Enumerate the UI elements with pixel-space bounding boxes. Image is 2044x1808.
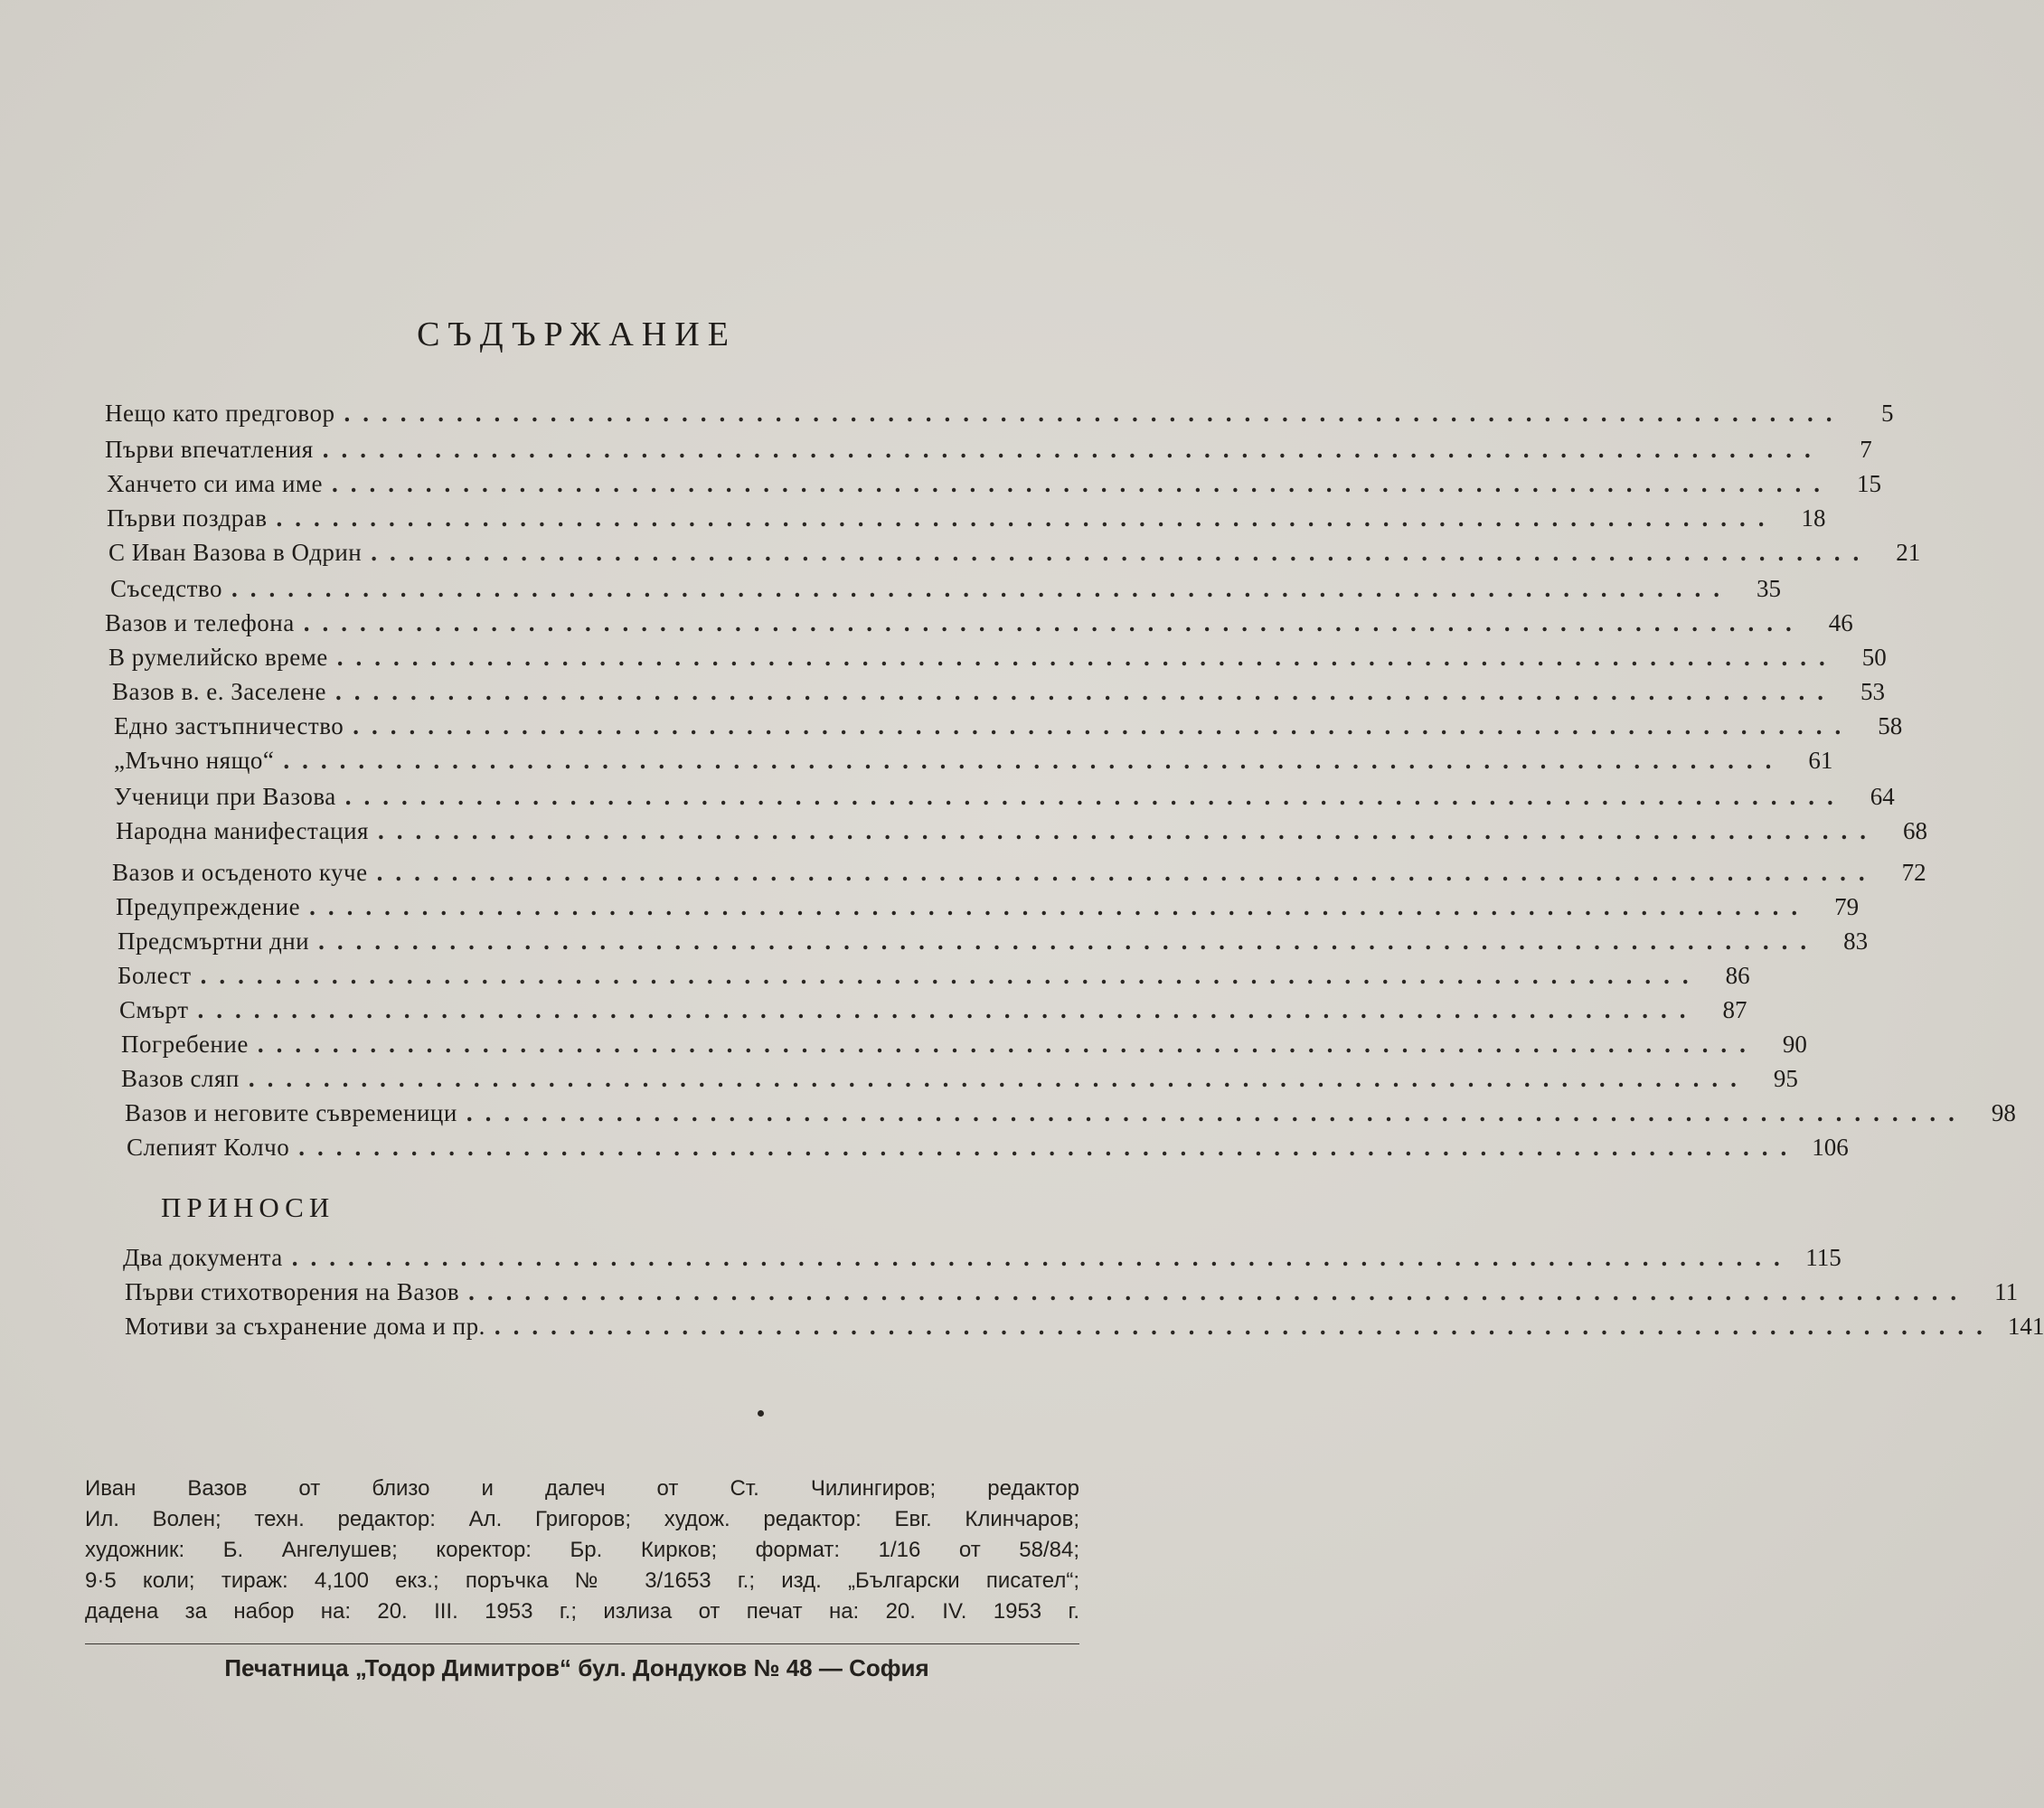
toc-entry — [125, 1313, 2044, 1343]
toc-entry — [112, 859, 1926, 890]
leader-dots: ................................................................................ — [344, 400, 1845, 427]
toc-entry-title: Предсмъртни дни — [118, 928, 310, 955]
toc-entry — [119, 996, 1747, 1027]
toc-entry — [127, 1134, 1849, 1164]
leader-dots: ................................................................................ — [257, 1031, 1758, 1058]
leader-dots: ................................................................................ — [197, 996, 1699, 1023]
printer-line: Печатница „Тодор Димитров“ бул. Дондуков № 48 — София — [224, 1654, 929, 1681]
colophon-line: художник: Б. Ангелушев; коректор: Бр. Кирков; формат: 1/16 от 58/84; — [85, 1538, 1079, 1562]
colophon-line: Ил. Волен; техн. редактор: Ал. Григоров; худож. редактор: Евг. Клинчаров; — [85, 1507, 1079, 1531]
toc-entry — [114, 783, 1895, 814]
toc-entry-title: Първи стихотворения на Вазов — [125, 1278, 460, 1305]
toc-entry — [118, 962, 1750, 993]
toc-entry-page: 11 — [1994, 1278, 2019, 1305]
toc-entry-page: 61 — [1808, 747, 1833, 774]
toc-entry-title: Първи поздрав — [107, 504, 268, 532]
toc-entry — [121, 1065, 1798, 1096]
leader-dots: ................................................................................ — [468, 1278, 1970, 1305]
leader-dots: ................................................................................ — [298, 1134, 1800, 1161]
toc-entry-page: 98 — [1991, 1099, 2016, 1126]
toc-entry-page: 18 — [1801, 504, 1826, 532]
toc-entry — [116, 817, 1927, 848]
toc-entry-title: Вазов и неговите съвременици — [125, 1099, 457, 1126]
toc-entry — [107, 504, 1826, 535]
toc-entry-title: Ученици при Вазова — [114, 783, 336, 810]
divider-rule — [85, 1643, 1079, 1644]
leader-dots: ................................................................................ — [231, 575, 1732, 602]
toc-entry-page: 106 — [1812, 1134, 1849, 1161]
toc-entry — [108, 644, 1887, 674]
toc-entry-title: Нещо като предговор — [105, 400, 335, 427]
toc-entry-title: Смърт — [119, 996, 189, 1023]
colophon-line: дадена за набор на: 20. III. 1953 г.; излиза от печат на: 20. IV. 1953 г. — [85, 1599, 1079, 1624]
toc-entry-title: Предупреждение — [116, 893, 301, 920]
toc-entry-page: 86 — [1725, 962, 1750, 989]
toc-entry-title: С Иван Вазова в Одрин — [108, 539, 363, 566]
toc-entry — [108, 539, 1921, 570]
toc-entry-title: Два документа — [123, 1244, 283, 1271]
toc-entry-title: Народна манифестация — [116, 817, 369, 844]
toc-entry-page: 46 — [1828, 609, 1853, 636]
leader-dots: ................................................................................ — [371, 539, 1872, 566]
toc-entry — [118, 928, 1869, 958]
toc-entry-title: Ханчето си има име — [107, 470, 323, 497]
leader-dots: ................................................................................ — [322, 436, 1823, 463]
toc-entry-page: 53 — [1860, 678, 1885, 705]
toc-entry-title: Мотиви за съхранение дома и пр. — [125, 1313, 485, 1340]
toc-entry-title: Съседство — [110, 575, 222, 602]
toc-entry — [114, 712, 1903, 743]
leader-dots: ................................................................................ — [309, 893, 1811, 920]
toc-entry — [125, 1278, 2019, 1309]
toc-entry — [123, 1244, 1841, 1275]
leader-dots: ................................................................................ — [248, 1065, 1749, 1092]
leader-dots: ................................................................................ — [283, 747, 1785, 774]
toc-entry-title: Вазов и осъденото куче — [112, 859, 368, 886]
leader-dots: ................................................................................ — [200, 962, 1701, 989]
leader-dots: ................................................................................ — [494, 1313, 1995, 1340]
toc-entry — [105, 400, 1894, 430]
toc-entry-title: Вазов и телефона — [105, 609, 295, 636]
toc-entry — [107, 470, 1881, 501]
leader-dots: ................................................................................ — [336, 644, 1838, 671]
toc-entry-page: 141 — [2007, 1313, 2044, 1340]
toc-entry — [110, 575, 1781, 606]
leader-dots: ................................................................................ — [353, 712, 1854, 739]
toc-entry-page: 64 — [1870, 783, 1895, 810]
leader-dots: ................................................................................ — [344, 783, 1846, 810]
toc-entry-title: В румелийско време — [108, 644, 328, 671]
toc-entry — [116, 893, 1860, 924]
toc-entry-page: 79 — [1834, 893, 1860, 920]
leader-dots: ................................................................................ — [291, 1244, 1793, 1271]
leader-dots: ................................................................................ — [334, 678, 1836, 705]
toc-entry-title: Болест — [118, 962, 192, 989]
colophon — [85, 1474, 1079, 1627]
toc-entry-title: Вазов сляп — [121, 1065, 240, 1092]
toc-entry-page: 21 — [1896, 539, 1921, 566]
leader-dots: ................................................................................ — [376, 859, 1878, 886]
colophon-line: 9·5 коли; тираж: 4,100 екз.; поръчка № 3/1653 г.; изд. „Български писател“; — [85, 1568, 1079, 1593]
toc-entry-page: 90 — [1782, 1031, 1807, 1058]
contents-title: СЪДЪРЖАНИЕ — [417, 315, 737, 353]
toc-entry-page: 87 — [1722, 996, 1747, 1023]
leader-dots: ................................................................................ — [377, 817, 1879, 844]
toc-entry-page: 50 — [1861, 644, 1887, 671]
toc-entry-title: Вазов в. е. Заселене — [112, 678, 326, 705]
ink-dot — [758, 1410, 764, 1417]
toc-entry-page: 35 — [1757, 575, 1781, 602]
toc-entry — [114, 747, 1833, 777]
toc-entry — [105, 436, 1872, 466]
toc-entry-title: Едно застъпничество — [114, 712, 344, 739]
toc-entry-page: 15 — [1856, 470, 1881, 497]
toc-entry-title: Първи впечатления — [105, 436, 314, 463]
toc-entry — [105, 609, 1853, 640]
toc-entry-title: Слепият Колчо — [127, 1134, 290, 1161]
leader-dots: ................................................................................ — [303, 609, 1804, 636]
toc-entry-page: 72 — [1901, 859, 1926, 886]
toc-entry-page: 68 — [1902, 817, 1927, 844]
toc-entry-page: 58 — [1878, 712, 1903, 739]
toc-entry-page: 115 — [1805, 1244, 1841, 1271]
toc-entry-title: Погребение — [121, 1031, 249, 1058]
leader-dots: ................................................................................ — [276, 504, 1777, 532]
section-title: ПРИНОСИ — [161, 1191, 335, 1223]
colophon-line: Иван Вазов от близо и далеч от Ст. Чилингиров; редактор — [85, 1476, 1079, 1501]
toc-entry-page: 95 — [1773, 1065, 1798, 1092]
toc-entry-page: 7 — [1860, 436, 1872, 463]
toc-entry-title: „Мъчно нящо“ — [114, 747, 275, 774]
toc-entry-page: 83 — [1843, 928, 1869, 955]
leader-dots: ................................................................................ — [466, 1099, 1967, 1126]
toc-entry — [121, 1031, 1807, 1061]
leader-dots: ................................................................................ — [331, 470, 1832, 497]
toc-entry — [112, 678, 1885, 709]
toc-entry — [125, 1099, 2016, 1130]
toc-entry-page: 5 — [1881, 400, 1894, 427]
leader-dots: ................................................................................ — [318, 928, 1820, 955]
